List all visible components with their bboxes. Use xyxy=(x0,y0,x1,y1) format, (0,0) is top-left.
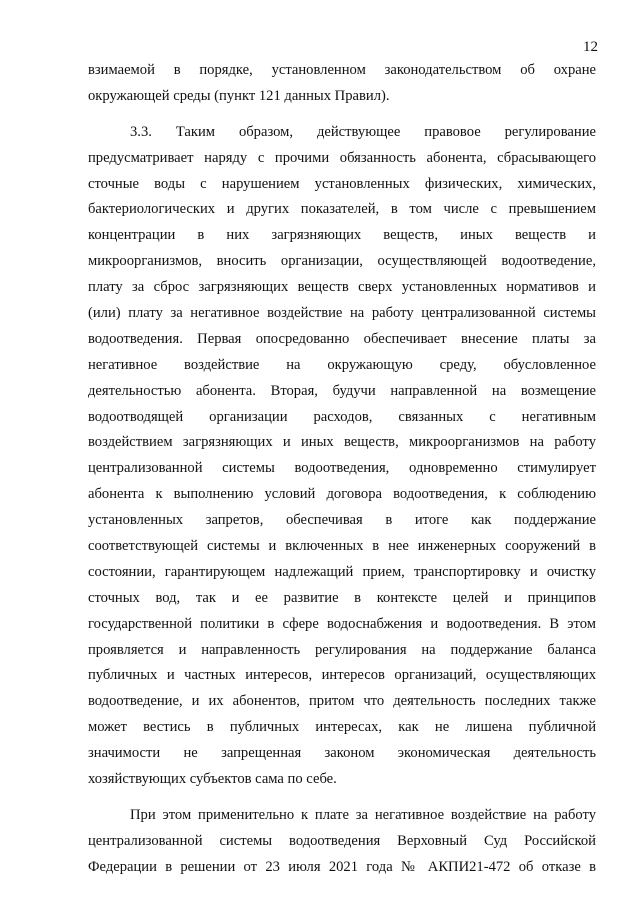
text-line: бактериологических и других показателей, в том числе с превышением xyxy=(88,201,596,218)
text-line: негативное воздействие на окружающую среду, обусловленное xyxy=(88,356,596,373)
text-line: значимости не запрещенная законом экономическая деятельность xyxy=(88,745,596,762)
text-line: воздействием загрязняющих и иных веществ, микроорганизмов на работу xyxy=(88,434,596,451)
text-line: установленных запретов, обеспечивая в итоге как поддержание xyxy=(88,512,596,529)
page-number: 12 xyxy=(583,39,598,55)
text-line: окружающей среды (пункт 121 данных Правил). xyxy=(88,87,390,104)
text-line: микроорганизмов, вносить организации, осуществляющей водоотведение, xyxy=(88,253,596,270)
text-line: государственной политики в сфере водоснабжения и водоотведения. В этом xyxy=(88,615,596,632)
text-line: публичных и частных интересов, интересов организаций, осуществляющих xyxy=(88,667,596,684)
text-line: водоотводящей организации расходов, связанных с негативным xyxy=(88,408,596,425)
text-line: водоотведения. Первая опосредованно обеспечивает внесение платы за xyxy=(88,330,596,347)
text-line: водоотведение, и их абонентов, притом что деятельность последних также xyxy=(88,693,596,710)
text-line: централизованной системы водоотведения Верховный Суд Российской xyxy=(88,832,596,849)
text-line: состоянии, гарантирующем надлежащий прием, транспортировку и очистку xyxy=(88,563,596,580)
text-line: плату за сброс загрязняющих веществ сверх установленных нормативов и xyxy=(88,279,596,296)
text-line: Федерации в решении от 23 июля 2021 года № АКПИ21-472 об отказе в xyxy=(88,858,596,875)
text-line: может вестись в публичных интересах, как не лишена публичной xyxy=(88,719,596,736)
text-line: централизованной системы водоотведения, одновременно стимулирует xyxy=(88,460,596,477)
text-line: 3.3. Таким образом, действующее правовое регулирование xyxy=(130,123,596,140)
text-line: абонента к выполнению условий договора водоотведения, к соблюдению xyxy=(88,486,596,503)
text-line: сточные воды с нарушением установленных физических, химических, xyxy=(88,175,596,192)
text-line: проявляется и направленность регулирования на поддержание баланса xyxy=(88,641,596,658)
text-line: соответствующей системы и включенных в нее инженерных сооружений в xyxy=(88,538,596,555)
text-line: сточных вод, так и ее развитие в контексте целей и принципов xyxy=(88,589,596,606)
text-line: деятельностью абонента. Вторая, будучи направленной на возмещение xyxy=(88,382,596,399)
paragraph xyxy=(88,58,596,110)
text-line: хозяйствующих субъектов сама по себе. xyxy=(88,771,337,788)
text-line: (или) плату за негативное воздействие на работу централизованной системы xyxy=(88,305,596,322)
text-line: предусматривает наряду с прочими обязанность абонента, сбрасывающего xyxy=(88,149,596,166)
text-line: взимаемой в порядке, установленном законодательством об охране xyxy=(88,62,596,78)
text-line: При этом применительно к плате за негативное воздействие на работу xyxy=(130,806,596,823)
document-body xyxy=(88,58,596,881)
paragraph xyxy=(88,120,596,793)
text-line: концентрации в них загрязняющих веществ, иных веществ и xyxy=(88,227,596,244)
paragraph xyxy=(88,803,596,881)
